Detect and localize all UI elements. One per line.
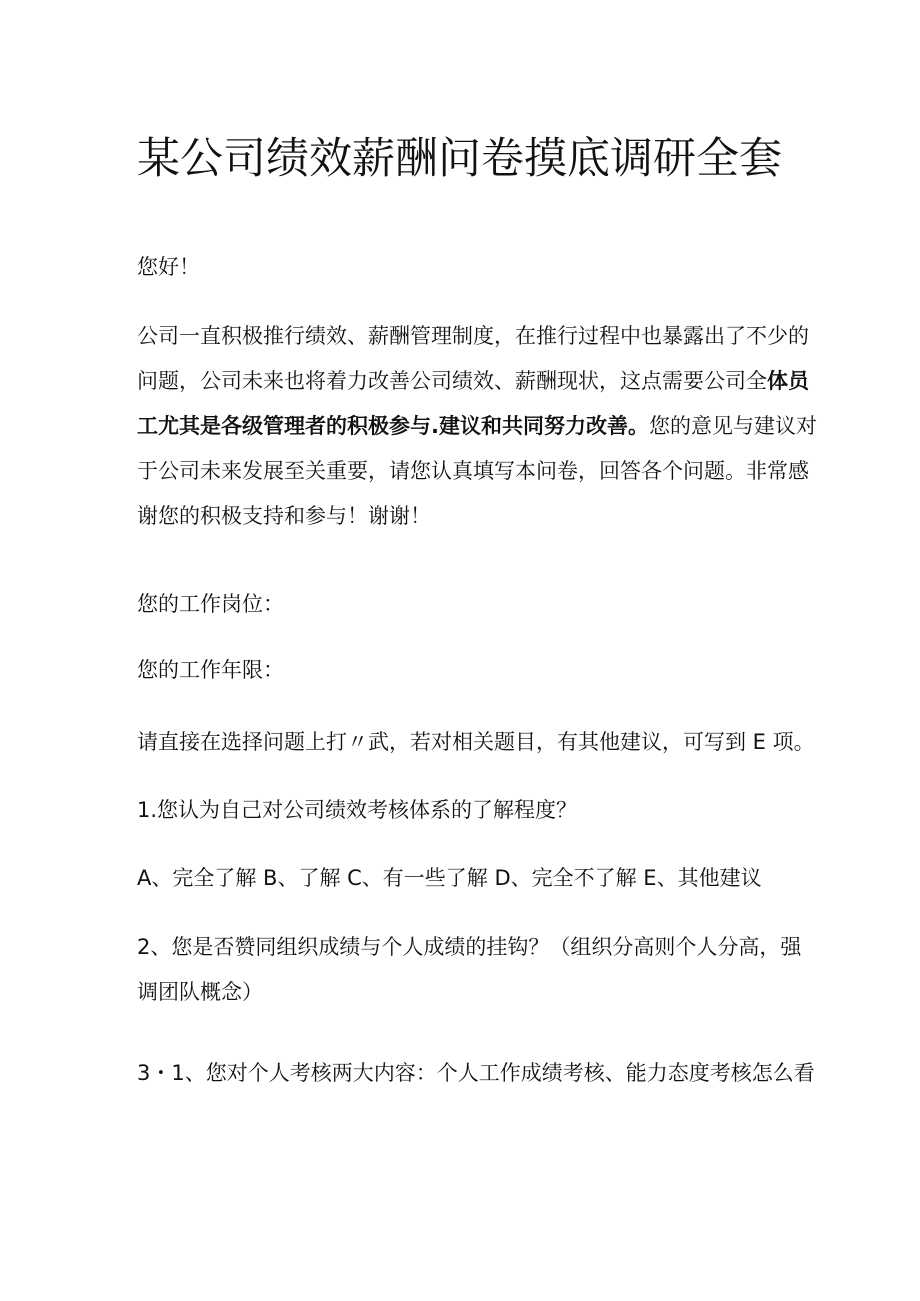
intro-line-3-bold-text: 工尤其是各级管理者的积极参与.建议和共同努力改善。 bbox=[137, 414, 649, 438]
question-2-line-1: 2、您是否赞同组织成绩与个人成绩的挂钩？（组织分高则个人分高，强 bbox=[137, 935, 802, 959]
intro-line-3-text: 您的意见与建议对 bbox=[648, 414, 817, 438]
instruction-text: 请直接在选择问题上打〃武，若对相关题目，有其他建议，可写到 E 项。 bbox=[137, 730, 815, 754]
position-label: 您的工作岗位： bbox=[137, 592, 284, 616]
intro-line-1: 公司一直积极推行绩效、薪酬管理制度，在推行过程中也暴露出了不少的 bbox=[137, 324, 809, 348]
question-2 bbox=[137, 929, 802, 1019]
question-2-line-2: 调团队概念） bbox=[137, 980, 263, 1004]
intro-line-2-bold-text: 体员 bbox=[767, 369, 809, 393]
intro-line-4: 于公司未来发展至关重要，请您认真填写本问卷，回答各个问题。非常感 bbox=[137, 459, 809, 483]
document-title: 某公司绩效薪酬问卷摸底调研全套 bbox=[137, 134, 782, 184]
greeting-text: 您好！ bbox=[137, 255, 200, 279]
years-label: 您的工作年限： bbox=[137, 658, 284, 682]
intro-line-2 bbox=[137, 363, 809, 408]
question-1-options: A、完全了解 B、了解 C、有一些了解 D、完全不了解 E、其他建议 bbox=[137, 866, 762, 890]
intro-line-5: 谢您的积极支持和参与！谢谢！ bbox=[137, 504, 431, 528]
question-1-text: 1.您认为自己对公司绩效考核体系的了解程度？ bbox=[137, 798, 578, 822]
intro-line-2-text: 问题，公司未来也将着力改善公司绩效、薪酬现状，这点需要公司全 bbox=[137, 369, 767, 393]
question-3-text: 3・1、您对个人考核两大内容：个人工作成绩考核、能力态度考核怎么看 bbox=[137, 1061, 815, 1085]
intro-paragraph bbox=[137, 318, 817, 543]
intro-line-3 bbox=[137, 408, 817, 453]
